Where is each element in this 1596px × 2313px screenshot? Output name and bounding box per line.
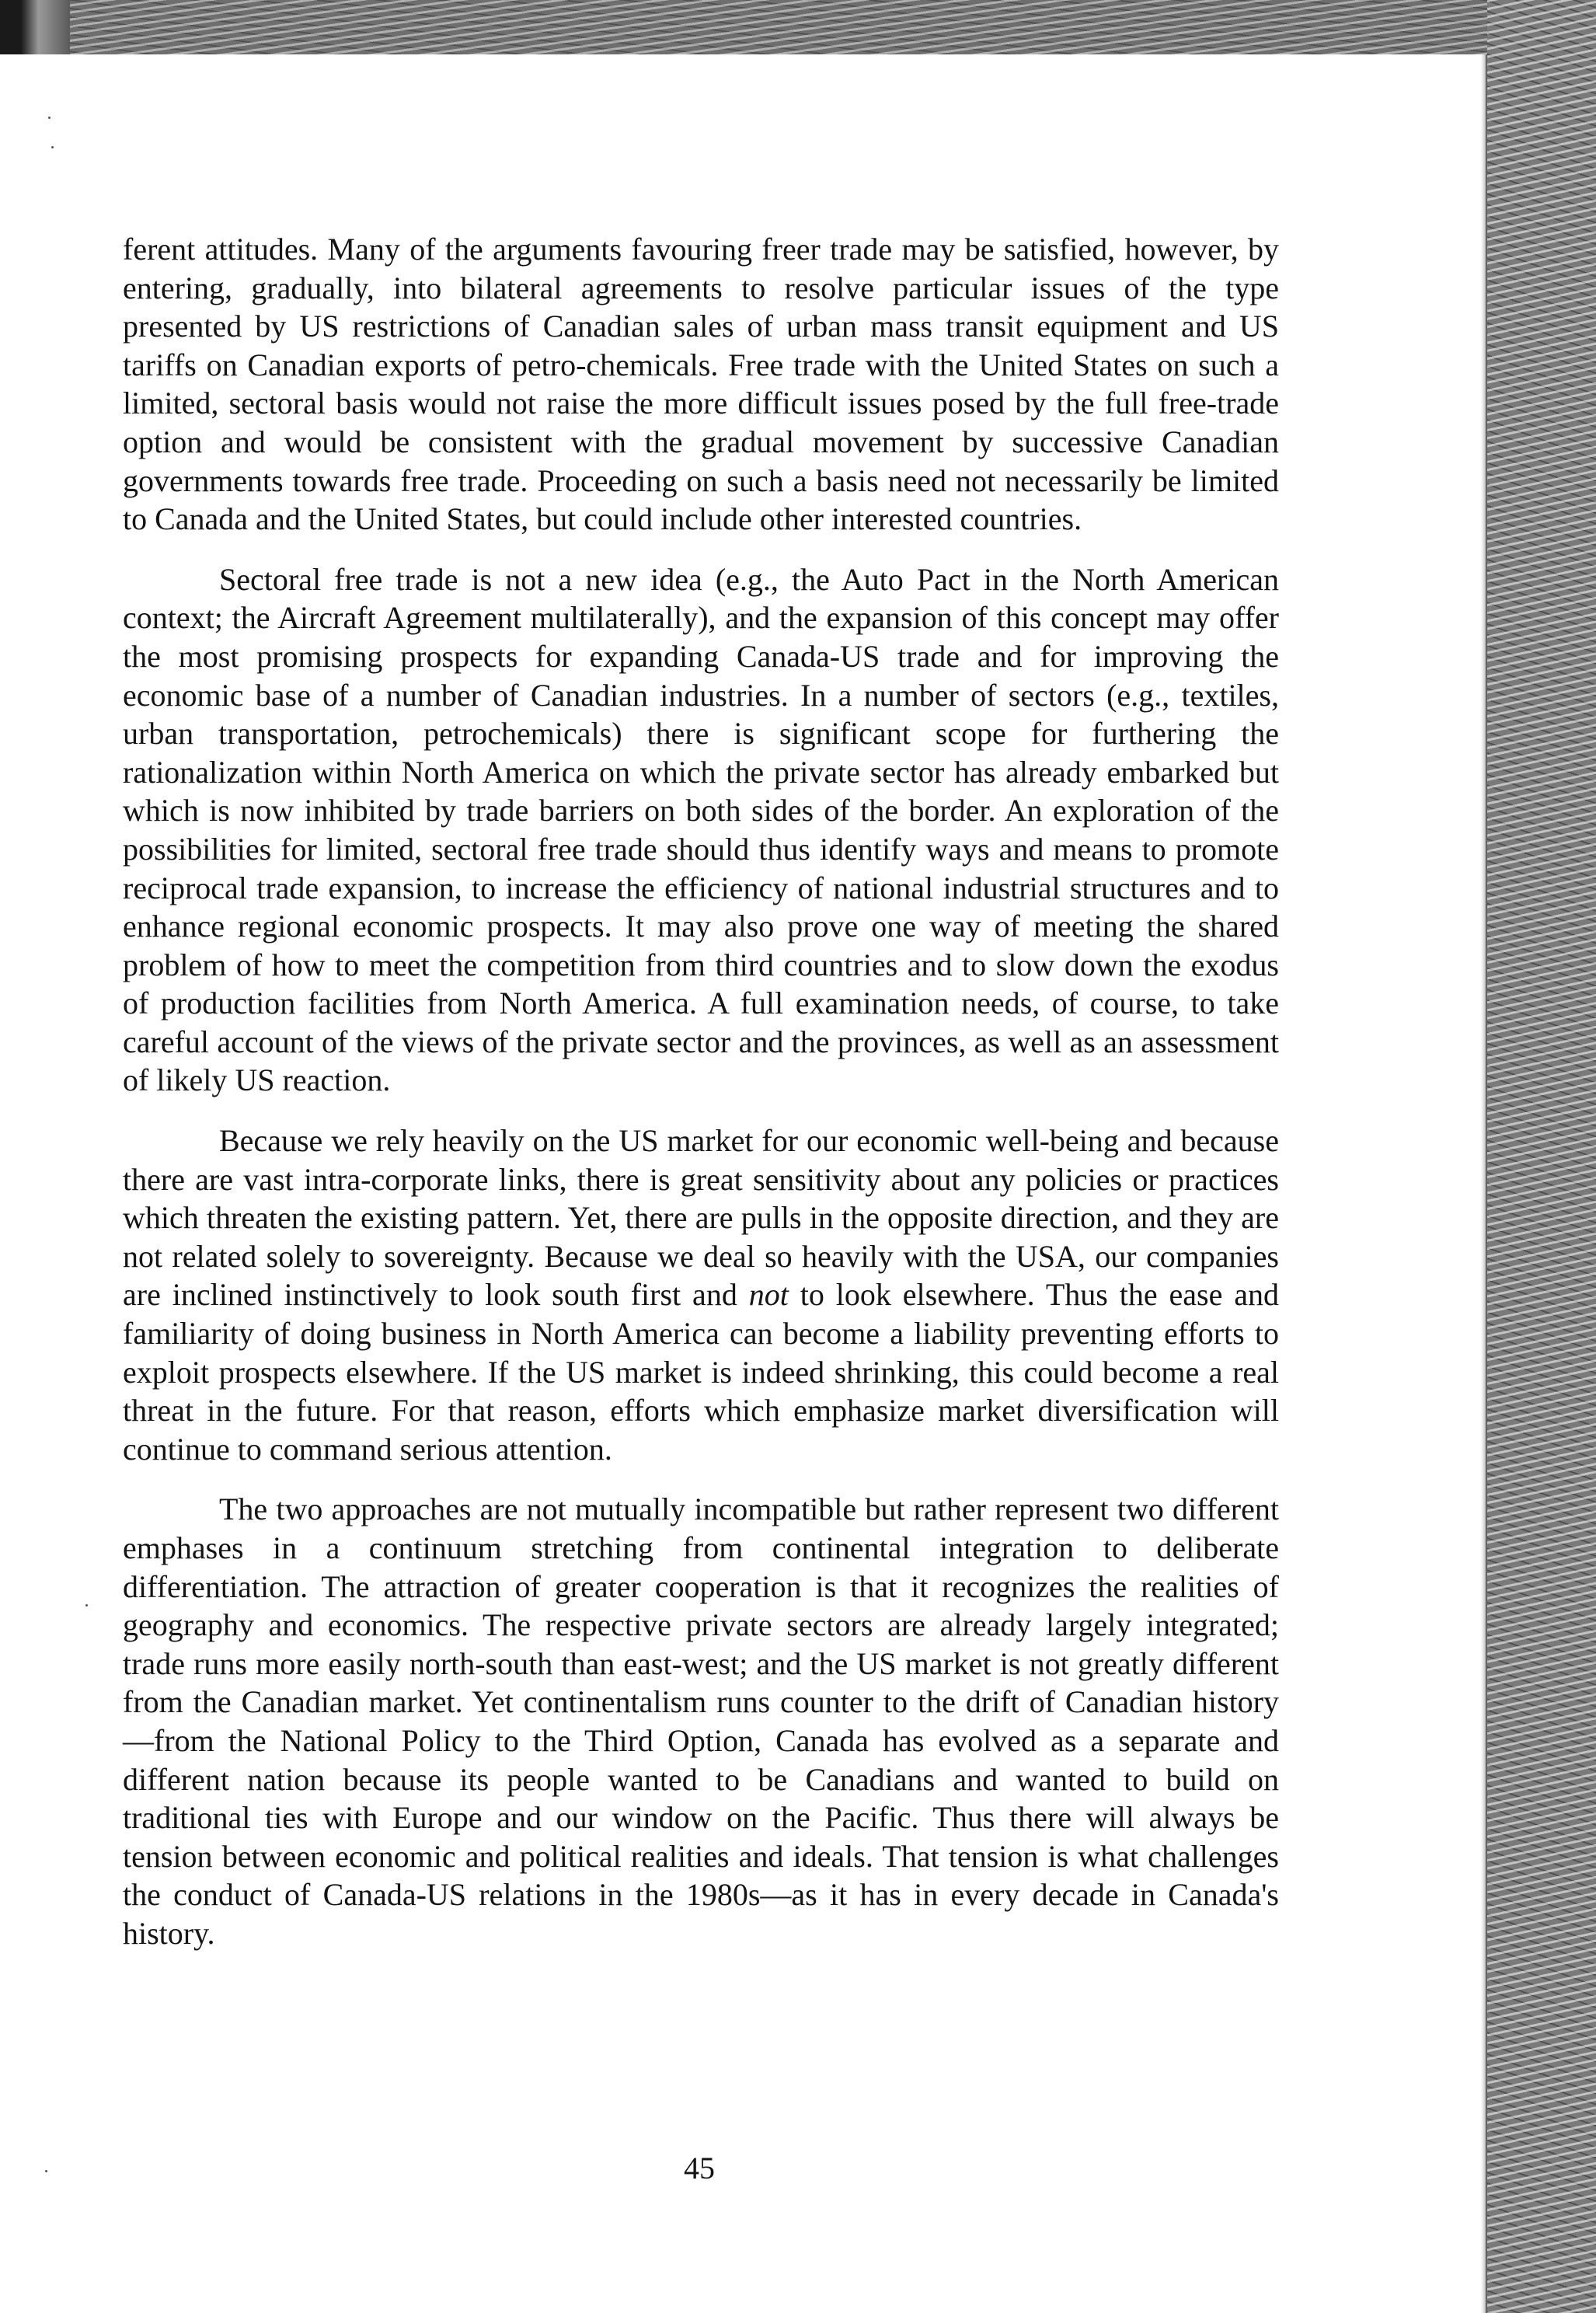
scan-speck xyxy=(51,146,54,148)
paragraph-text-segment: to look elsewhere. Thus the ease and familiarity of doing business in North America can become a liability preventing efforts to exploit prospects elsewhere. If the US market is indeed shrinking, this could become a real threat in the future. For that reason, efforts which emphasize market diversification will continue to command serious attention. xyxy=(123,1277,1279,1467)
paragraph-two-approaches: The two approaches are not mutually incompatible but rather represent two different emphases in a continuum stretching from continental integration to deliberate differentiation. The attraction of greater cooperation is that it recognizes the realities of geography and economics. The respective private sectors are already largely integrated; trade runs more easily north-south than east-west; and the US market is not greatly different from the Canadian market. Yet continentalism runs counter to the drift of Canadian history—from the National Policy to the Third Option, Canada has evolved as a separate and different nation because its people wanted to be Canadians and wanted to build on traditional ties with Europe and our window on the Pacific. Thus there will always be tension between economic and political realities and ideals. That tension is what challenges the conduct of Canada-US relations in the 1980s—as it has in every decade in Canada's history. xyxy=(123,1491,1279,1951)
page-number: 45 xyxy=(684,2151,715,2186)
paragraph-continuation: ferent attitudes. Many of the arguments favouring freer trade may be satisfied, however, by entering, gradually, into bilateral agreements to resolve particular issues of the type presented by US restrictions of Canadian sales of urban mass transit equipment and US tariffs on Canadian exports of petro-chemicals. Free trade with the United States on such a limited, sectoral basis would not raise the more difficult issues posed by the full free-trade option and would be consistent with the gradual movement by successive Canadian governments towards free trade. Proceeding on such a basis need not necessarily be limited to Canada and the United States, but could include other interested countries. xyxy=(123,232,1279,537)
emphasized-word: not xyxy=(748,1277,789,1313)
page-right-edge xyxy=(1481,54,1487,2313)
paragraph-sectoral-free-trade: Sectoral free trade is not a new idea (e.g., the Auto Pact in the North American context; the Aircraft Agreement multilaterally), and the expansion of this concept may offer the most promising prospects for expanding Canada-US trade and for improving the economic base of a number of Canadian industries. In a number of sectors (e.g., textiles, urban transportation, petrochemicals) there is significant scope for furthering the rationalization within North America on which the private sector has already embarked but which is now inhibited by trade barriers on both sides of the border. An exploration of the possibilities for limited, sectoral free trade should thus identify ways and means to promote reciprocal trade expansion, to increase the efficiency of national industrial structures and to enhance regional economic prospects. It may also prove one way of meeting the shared problem of how to meet the competition from third countries and to slow down the exodus of production facilities from North America. A full examination needs, of course, to take careful account of the views of the private sector and the provinces, as well as an assessment of likely US reaction. xyxy=(123,561,1279,1098)
scan-speck xyxy=(48,117,51,119)
page-body xyxy=(123,230,1279,1975)
paragraph-us-market-reliance xyxy=(123,1122,1279,1468)
book-spine-shadow xyxy=(0,0,70,62)
scan-right-border xyxy=(1487,0,1596,2313)
scan-speck xyxy=(85,1604,88,1607)
paragraph-text-segment: Because we rely heavily on the US market for our economic well-being and because there are vast intra-corporate links, there is great sensitivity about any policies or practices which threaten the existing pattern. Yet, there are pulls in the opposite direction, and they are not related solely to sovereignty. Because we deal so heavily with the USA, our companies are inclined instinctively to look south first and xyxy=(123,1123,1279,1313)
page-top-edge xyxy=(0,54,1523,68)
